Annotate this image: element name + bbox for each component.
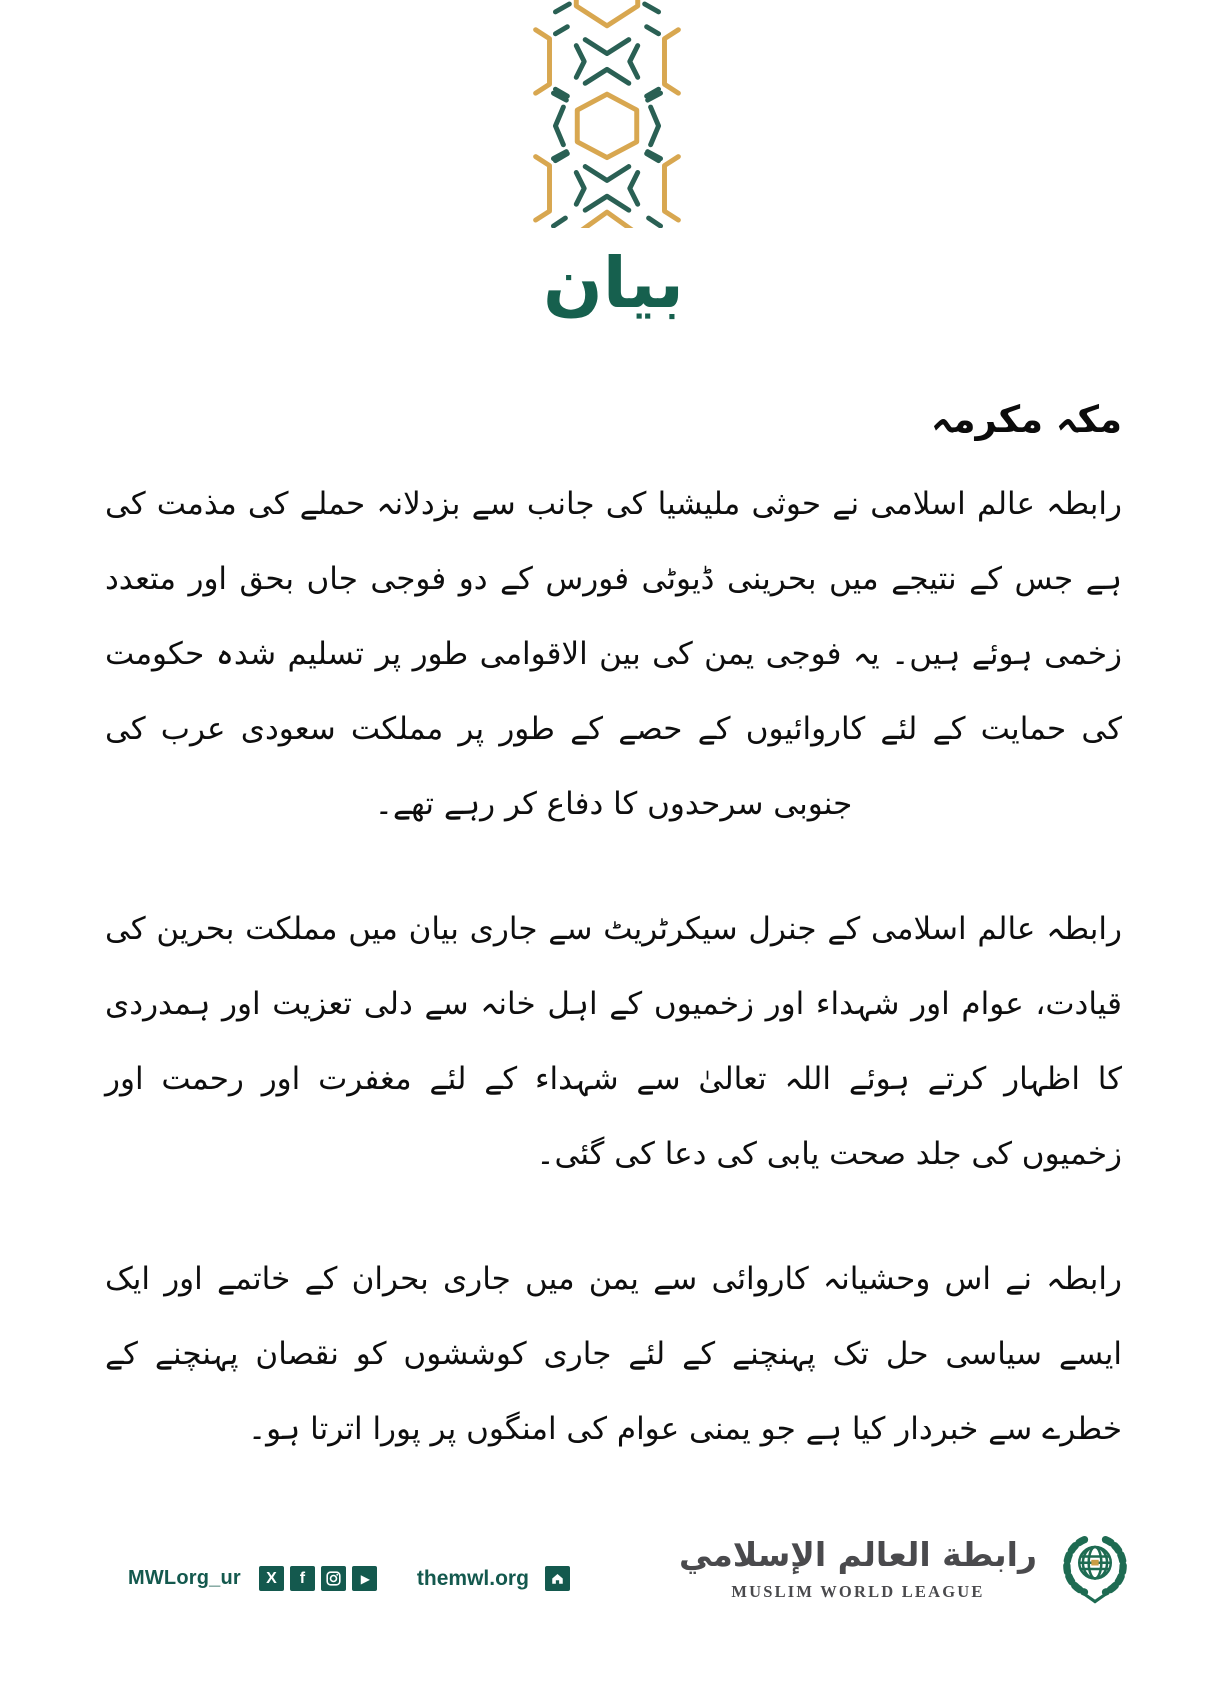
location-heading: مکہ مکرمہ — [930, 398, 1122, 441]
footer-social-bar — [128, 1566, 570, 1591]
logo-arabic-name: رابطة العالم الإسلامي — [678, 1534, 1037, 1574]
statement-body — [105, 398, 1122, 1517]
page-title: بیان — [543, 242, 684, 324]
x-icon[interactable]: X — [259, 1566, 284, 1591]
website-link[interactable]: themwl.org — [416, 1566, 529, 1590]
youtube-icon[interactable]: ▶ — [352, 1566, 377, 1591]
instagram-icon[interactable] — [321, 1566, 346, 1591]
social-handle: MWLorg_ur — [128, 1567, 241, 1589]
facebook-icon[interactable]: f — [290, 1566, 315, 1591]
mwl-logo — [679, 1528, 1137, 1608]
paragraph-3: رابطہ نے اس وحشیانہ کاروائی سے یمن میں جاری بحران کے خاتمے اور ایک ایسے سیاسی حل تک پہنچنے کے لئے جاری کوششوں کو نقصان پہنچنے کے خطرے سے خبردار کیا ہے جو یمنی عوام کی امنگوں پر پورا اترتا ہو۔ — [105, 1261, 1122, 1448]
paragraph-1: رابطہ عالم اسلامی نے حوثی ملیشیا کی جانب سے بزدلانہ حملے کی مذمت کی ہے جس کے نتیجے میں بحرینی ڈیوٹی فورس کے دو فوجی جاں بحق اور متعدد زخمی ہوئے ہیں۔ یہ فوجی یمن کی بین الاقوامی طور پر تسلیم شدہ حکومت کی حمایت کے لئے کاروائیوں کے حصے کے طور پر مملکت سعودی عرب کی جنوبی سرحدوں کا دفاع کر رہے تھے۔ — [105, 486, 1122, 823]
geometric-pattern-ornament — [533, 0, 681, 228]
home-icon[interactable] — [545, 1566, 570, 1591]
logo-english-name: MUSLIM WORLD LEAGUE — [731, 1582, 985, 1602]
paragraph-2: رابطہ عالم اسلامی کے جنرل سیکرٹریٹ سے جاری بیان میں مملکت بحرین کی قیادت، عوام اور شہداء اور زخمیوں کے اہل خانہ سے دلی تعزیت اور ہمدردی کا اظہار کرتے ہوئے اللہ تعالیٰ سے شہداء کے لئے مغفرت اور رحمت اور زخمیوں کی جلد صحت یابی کی دعا کی گئی۔ — [105, 911, 1122, 1173]
mwl-emblem-icon — [1053, 1528, 1137, 1608]
